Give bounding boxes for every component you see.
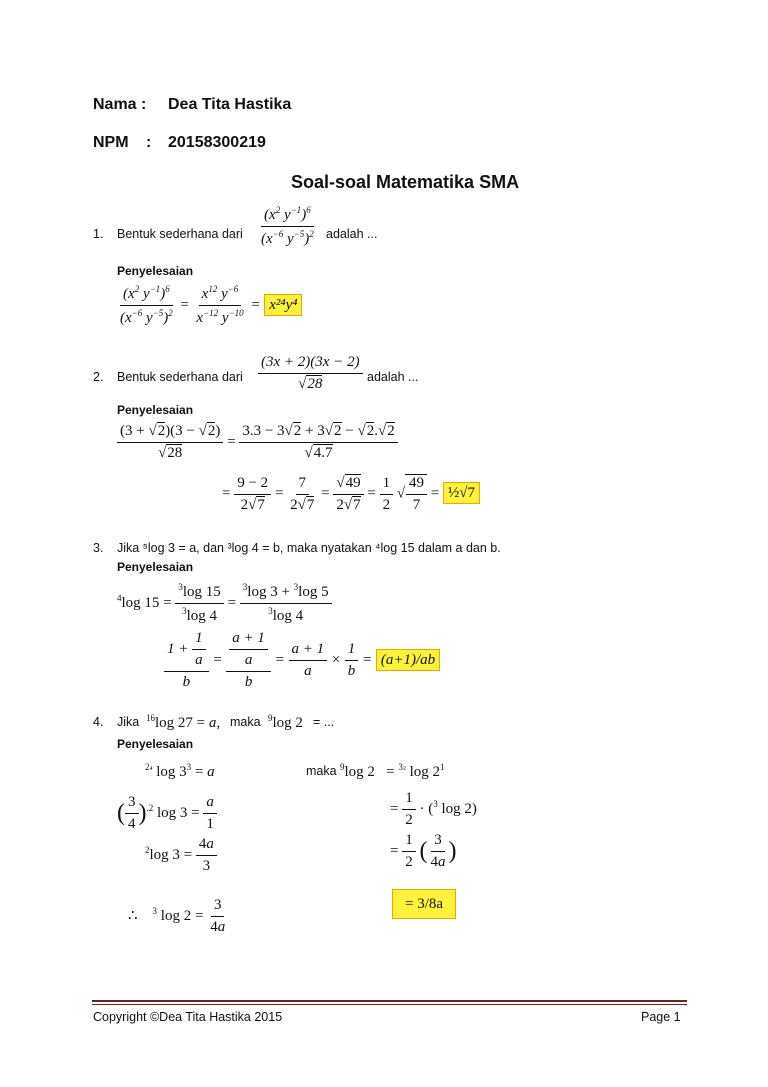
problem-1-expression: $\frac{(x^2 y^{-1})^6}{(x^{-6} y^{-5})^2}$ <box>261 205 314 247</box>
problem-1-number: 1. <box>93 227 104 241</box>
npm-value: 20158300219 <box>168 134 266 151</box>
problem-1-text-after: adalah ... <box>326 227 378 241</box>
solution-4-left-3: $^2$log 3 = $\frac{4a}{3}$ <box>145 836 217 875</box>
solution-4-left-4: ∴ $^3$ log 2 = $\frac{3}{4a}$ <box>128 897 226 935</box>
solution-label-3: Penyelesaian <box>117 560 194 574</box>
footer-page: Page 1 <box>641 1010 681 1024</box>
problem-4-expression-2: $^9$log 2 <box>268 713 303 731</box>
solution-2-step-2: = $\frac{9 - 2}{2√7}$ = $\frac{7}{2√7}$ = $\frac{√49}{2√7}$ = $\frac{1}{2}$ √ $\frac{49}{7}$ = ½√7 <box>222 474 480 514</box>
problem-4-expression-1: $^{16}$log 27 = a, <box>146 713 221 731</box>
solution-2-answer: ½√7 <box>443 482 480 504</box>
solution-3-step-1: $^4$log 15 = $\frac{^3\log 15}{^3\log 4}$ = $\frac{^3\log 3 + ^3\log 5}{^3\log 4}$ <box>117 582 332 625</box>
solution-4-right-1: $^9$log 2 = $^{32}$ $\log 2^1$ <box>340 762 445 780</box>
solution-4-left-1: $^{24}$ $\log 3^3 = a$ <box>145 762 215 780</box>
npm-colon: : <box>146 134 152 151</box>
solution-4-right-2: = $\frac{1}{2}$ · ($^3$ log 2) <box>390 790 477 828</box>
problem-4-number: 4. <box>93 715 104 729</box>
solution-3-answer: (a+1)/ab <box>376 649 440 671</box>
name-label: Nama : <box>93 96 147 113</box>
problem-4-text-after: = ... <box>313 715 335 729</box>
problem-2-text-after: adalah ... <box>367 370 419 384</box>
problem-4-text-mid: maka <box>230 715 261 729</box>
name-value: Dea Tita Hastika <box>168 96 292 113</box>
footer-rule <box>92 1000 687 1002</box>
footer-rule-thin <box>92 1004 687 1005</box>
page-title: Soal-soal Matematika SMA <box>291 172 520 192</box>
problem-3-text: Jika ⁵log 3 = a, dan ³log 4 = b, maka nyatakan ⁴log 15 dalam a dan b. <box>117 541 501 555</box>
solution-1-answer: x²⁴y⁴ <box>264 294 302 316</box>
solution-4-right-3: = $\frac{1}{2}$ ( $\frac{3}{4a}$ ) <box>390 832 457 870</box>
problem-2-expression: $\frac{(3x + 2)(3x - 2)}{√28}$ <box>258 354 363 393</box>
solution-label-4: Penyelesaian <box>117 737 194 751</box>
problem-4-text: Jika <box>117 715 140 729</box>
problem-1-text: Bentuk sederhana dari <box>117 227 243 241</box>
solution-2-step-1: $\frac{(3 + √2)(3 - √2)}{√28}$ = $\frac{3.3 - 3√2 + 3√2 - √2.√2}{√4.7}$ <box>117 423 398 462</box>
footer-copyright: Copyright ©Dea Tita Hastika 2015 <box>93 1010 283 1024</box>
problem-2-text: Bentuk sederhana dari <box>117 370 243 384</box>
solution-1-step: $\frac{(x^2 y^{-1})^6}{(x^{-6} y^{-5})^2}$ = $\frac{x^{12} y^{-6}}{x^{-12} y^{-10}}$ = x²⁴y⁴ <box>117 284 302 327</box>
problem-2-number: 2. <box>93 370 104 384</box>
solution-4-answer-box: = 3/8a <box>380 888 468 921</box>
problem-3-number: 3. <box>93 541 104 555</box>
npm-label: NPM <box>93 134 129 151</box>
solution-4-answer: 3/8a <box>417 896 444 912</box>
solution-3-step-2: 1 + $\frac{1}{a}$ b = $\frac{\frac{a + 1}{a}}{b}$ = $\frac{a + 1}{a}$ × $\frac{1}{b}$ = (a+1)/ab <box>164 630 440 691</box>
solution-label-2: Penyelesaian <box>117 403 194 417</box>
solution-4-left-2: ( $\frac{3}{4}$ )$^{.2}$ log 3 = $\frac{a}{1}$ <box>117 794 217 833</box>
solution-4-maka: maka <box>306 764 337 778</box>
solution-label-1: Penyelesaian <box>117 264 194 278</box>
